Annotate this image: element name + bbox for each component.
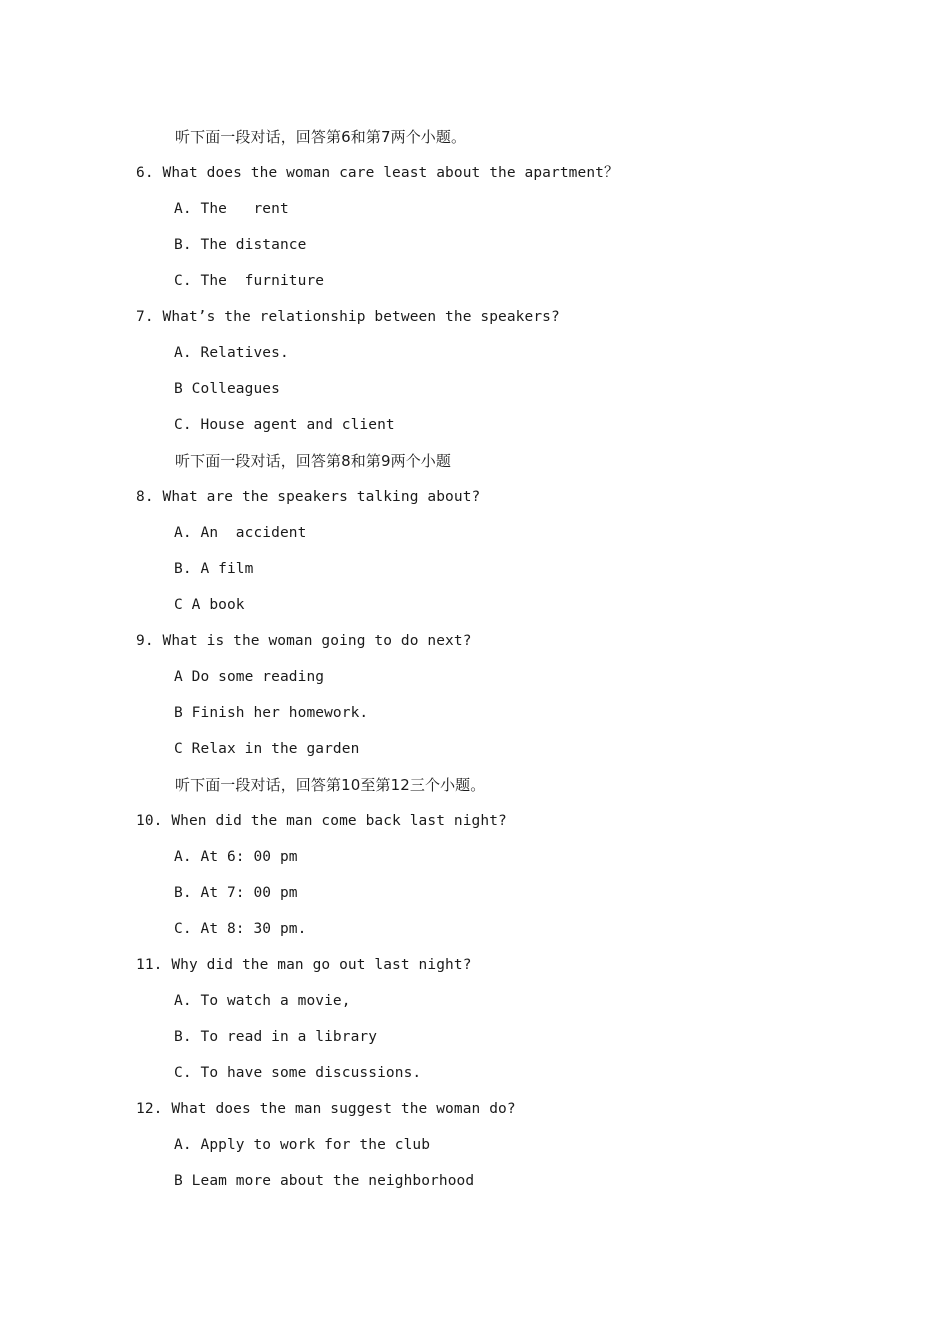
option-6b: B. The distance — [174, 237, 307, 253]
option-8a: A. An accident — [174, 525, 307, 541]
question-10: 10. When did the man come back last night? — [136, 813, 507, 829]
option-7a: A. Relatives. — [174, 345, 289, 361]
option-10b: B. At 7: 00 pm — [174, 885, 298, 901]
option-8c: C A book — [174, 597, 245, 613]
option-11a: A. To watch a movie, — [174, 993, 351, 1009]
option-9a: A Do some reading — [174, 669, 325, 685]
option-9c: C Relax in the garden — [174, 741, 360, 757]
section-instruction: 听下面一段对话，回答第6和第7两个小题。 — [175, 128, 467, 146]
option-7c: C. House agent and client — [174, 417, 395, 433]
option-8b: B. A film — [174, 561, 254, 577]
option-12a: A. Apply to work for the club — [174, 1137, 431, 1153]
option-11c: C. To have some discussions. — [174, 1065, 422, 1081]
question-6: 6. What does the woman care least about the apartment？ — [136, 165, 619, 181]
option-11b: B. To read in a library — [174, 1029, 378, 1045]
exam-page — [0, 119, 950, 1199]
option-6a: A. The rent — [174, 201, 289, 217]
section-instruction: 听下面一段对话，回答第10至第12三个小题。 — [175, 776, 486, 794]
question-11: 11. Why did the man go out last night? — [136, 957, 472, 973]
option-10a: A. At 6: 00 pm — [174, 849, 298, 865]
option-9b: B Finish her homework. — [174, 705, 369, 721]
option-6c: C. The furniture — [174, 273, 325, 289]
question-7: 7. What’s the relationship between the speakers? — [136, 309, 560, 325]
option-10c: C. At 8: 30 pm. — [174, 921, 307, 937]
option-12b: B Leam more about the neighborhood — [174, 1173, 475, 1189]
question-9: 9. What is the woman going to do next? — [136, 633, 472, 649]
question-8: 8. What are the speakers talking about? — [136, 489, 481, 505]
section-instruction: 听下面一段对话，回答第8和第9两个小题 — [175, 452, 451, 470]
question-12: 12. What does the man suggest the woman do? — [136, 1101, 516, 1117]
option-7b: B Colleagues — [174, 381, 280, 397]
